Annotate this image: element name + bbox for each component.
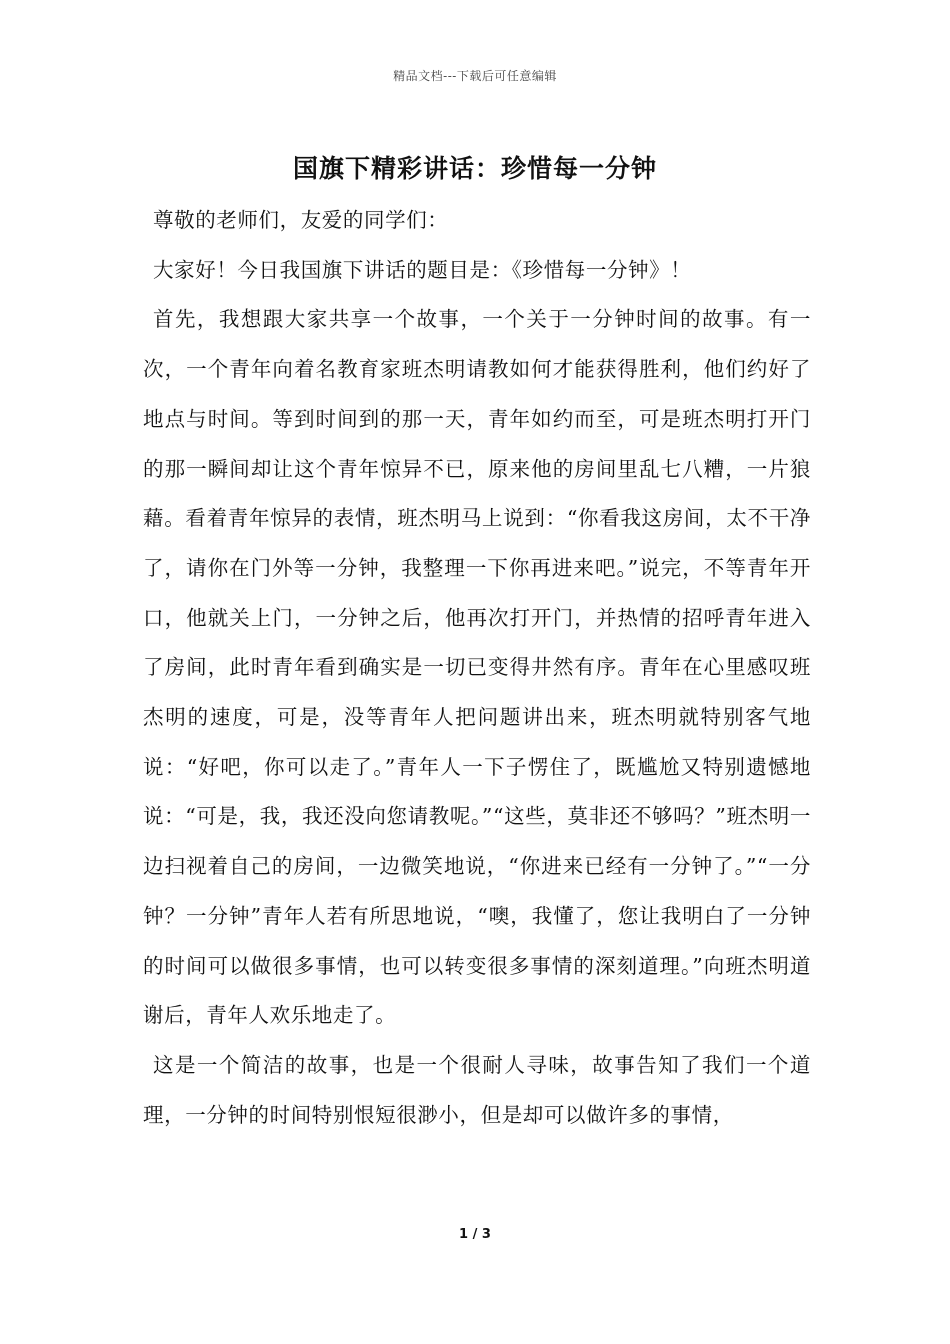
- paragraph-moral: 这是一个简洁的故事，也是一个很耐人寻味，故事告知了我们一个道理，一分钟的时间特别恨短很渺小，但是却可以做许多的事情，: [143, 1052, 811, 1127]
- page-number: 1 / 3: [459, 1227, 491, 1242]
- page-header: 精品文档---下载后可任意编辑: [393, 69, 557, 83]
- document-title: 国旗下精彩讲话：珍惜每一分钟: [292, 154, 657, 183]
- paragraph-story: 首先，我想跟大家共享一个故事，一个关于一分钟时间的故事。有一次，一个青年向着名教育家班杰明请教如何才能获得胜利，他们约好了地点与时间。等到时间到的那一天，青年如约而至，可是班杰明打开门的那一瞬间却让这个青年惊异不已，原来他的房间里乱七八糟，一片狼藉。看着青年惊异的表情，班杰明马上说到：“你看我这房间，太不干净了，请你在门外等一分钟，我整理一下你再进来吧。”说完，不等青年开口，他就关上门，一分钟之后，他再次打开门，并热情的招呼青年进入了房间，此时青年看到确实是一切已变得井然有序。青年在心里感叹班杰明的速度，可是，没等青年人把问题讲出来，班杰明就特别客气地说：“好吧，你可以走了。”青年人一下子愣住了，既尴尬又特别遗憾地说：“可是，我，我还没向您请教呢。”“这些，莫非还不够吗？”班杰明一边扫视着自己的房间，一边微笑地说，“你进来已经有一分钟了。”“一分钟？一分钟”青年人若有所思地说，“噢，我懂了，您让我明白了一分钟的时间可以做很多事情，也可以转变很多事情的深刻道理。”向班杰明道谢后，青年人欢乐地走了。: [143, 307, 811, 1028]
- document-body: [143, 196, 811, 1140]
- paragraph-salutation: 尊敬的老师们，友爱的同学们：: [153, 208, 449, 232]
- paragraph-greeting: 大家好！今日我国旗下讲话的题目是：《珍惜每一分钟》！: [153, 257, 692, 282]
